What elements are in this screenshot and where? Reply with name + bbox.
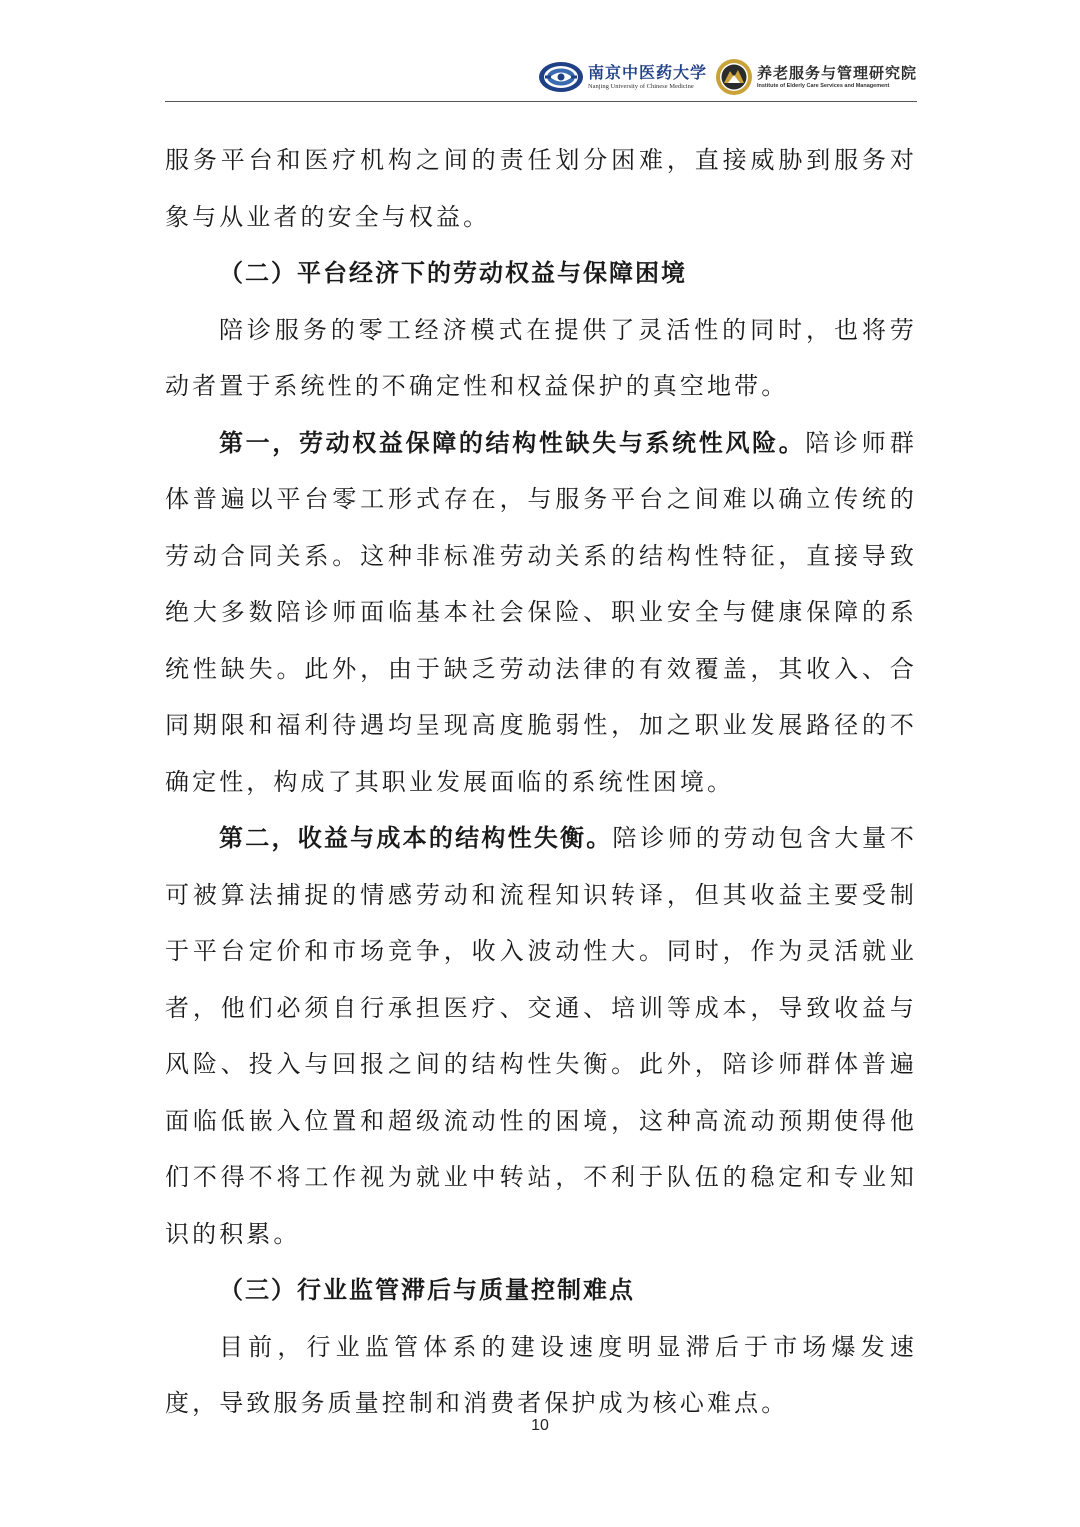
- university-name-en: Nanjing University of Chinese Medicine: [587, 82, 694, 90]
- institute-name-en: Institute of Elderly Care Services and Management: [756, 82, 890, 89]
- page-number: 10: [531, 1417, 549, 1434]
- second-point-lead: 第二，收益与成本的结构性失衡。: [219, 824, 613, 852]
- university-logo-text: [588, 64, 707, 91]
- header-divider: [165, 101, 917, 102]
- first-point-text: 陪诊师群体普遍以平台零工形式存在，与服务平台之间难以确立传统的劳动合同关系。这种非标准劳动关系的结构性特征，直接导致绝大多数陪诊师面临基本社会保险、职业安全与健康保障的系统性缺失。此外，由于缺乏劳动法律的有效覆盖，其收入、合同期限和福利待遇均呈现高度脆弱性，加之职业发展路径的不确定性，构成了其职业发展面临的系统性困境。: [165, 428, 917, 796]
- section-heading-3: （三）行业监管滞后与质量控制难点: [219, 1276, 635, 1304]
- second-point-text: 陪诊师的劳动包含大量不可被算法捕捉的情感劳动和流程知识转译，但其收益主要受制于平台定价和市场竞争，收入波动性大。同时，作为灵活就业者，他们必须自行承担医疗、交通、培训等成本，导致收益与风险、投入与回报之间的结构性失衡。此外，陪诊师群体普遍面临低嵌入位置和超级流动性的困境，这种高流动预期使得他们不得不将工作视为就业中转站，不利于队伍的稳定和专业知识的积累。: [165, 824, 918, 1248]
- university-emblem-icon: [538, 59, 584, 95]
- paragraph-first-point: [165, 415, 917, 811]
- paragraph-continued: 服务平台和医疗机构之间的责任划分困难，直接威胁到服务对象与从业者的安全与权益。: [165, 146, 917, 231]
- section-heading-2: （二）平台经济下的劳动权益与保障困境: [219, 259, 687, 287]
- paragraph-regulation: 目前，行业监管体系的建设速度明显滞后于市场爆发速度，导致服务质量控制和消费者保护成为核心难点。: [165, 1332, 917, 1417]
- institute-name-cn: 养老服务与管理研究院: [756, 63, 917, 82]
- first-point-lead: 第一，劳动权益保障的结构性缺失与系统性风险。: [219, 428, 806, 457]
- page-header: [165, 50, 917, 102]
- header-logos: [538, 58, 917, 96]
- institute-seal-icon: [715, 58, 753, 96]
- university-logo: [538, 59, 707, 95]
- university-name-cn: 南京中医药大学: [587, 62, 707, 82]
- institute-logo-text: [757, 64, 917, 91]
- document-body: [165, 132, 917, 1432]
- paragraph-second-point: [165, 810, 917, 1262]
- paragraph-gig-economy: 陪诊服务的零工经济模式在提供了灵活性的同时，也将劳动者置于系统性的不确定性和权益保护的真空地带。: [165, 315, 917, 400]
- institute-logo: [715, 58, 917, 96]
